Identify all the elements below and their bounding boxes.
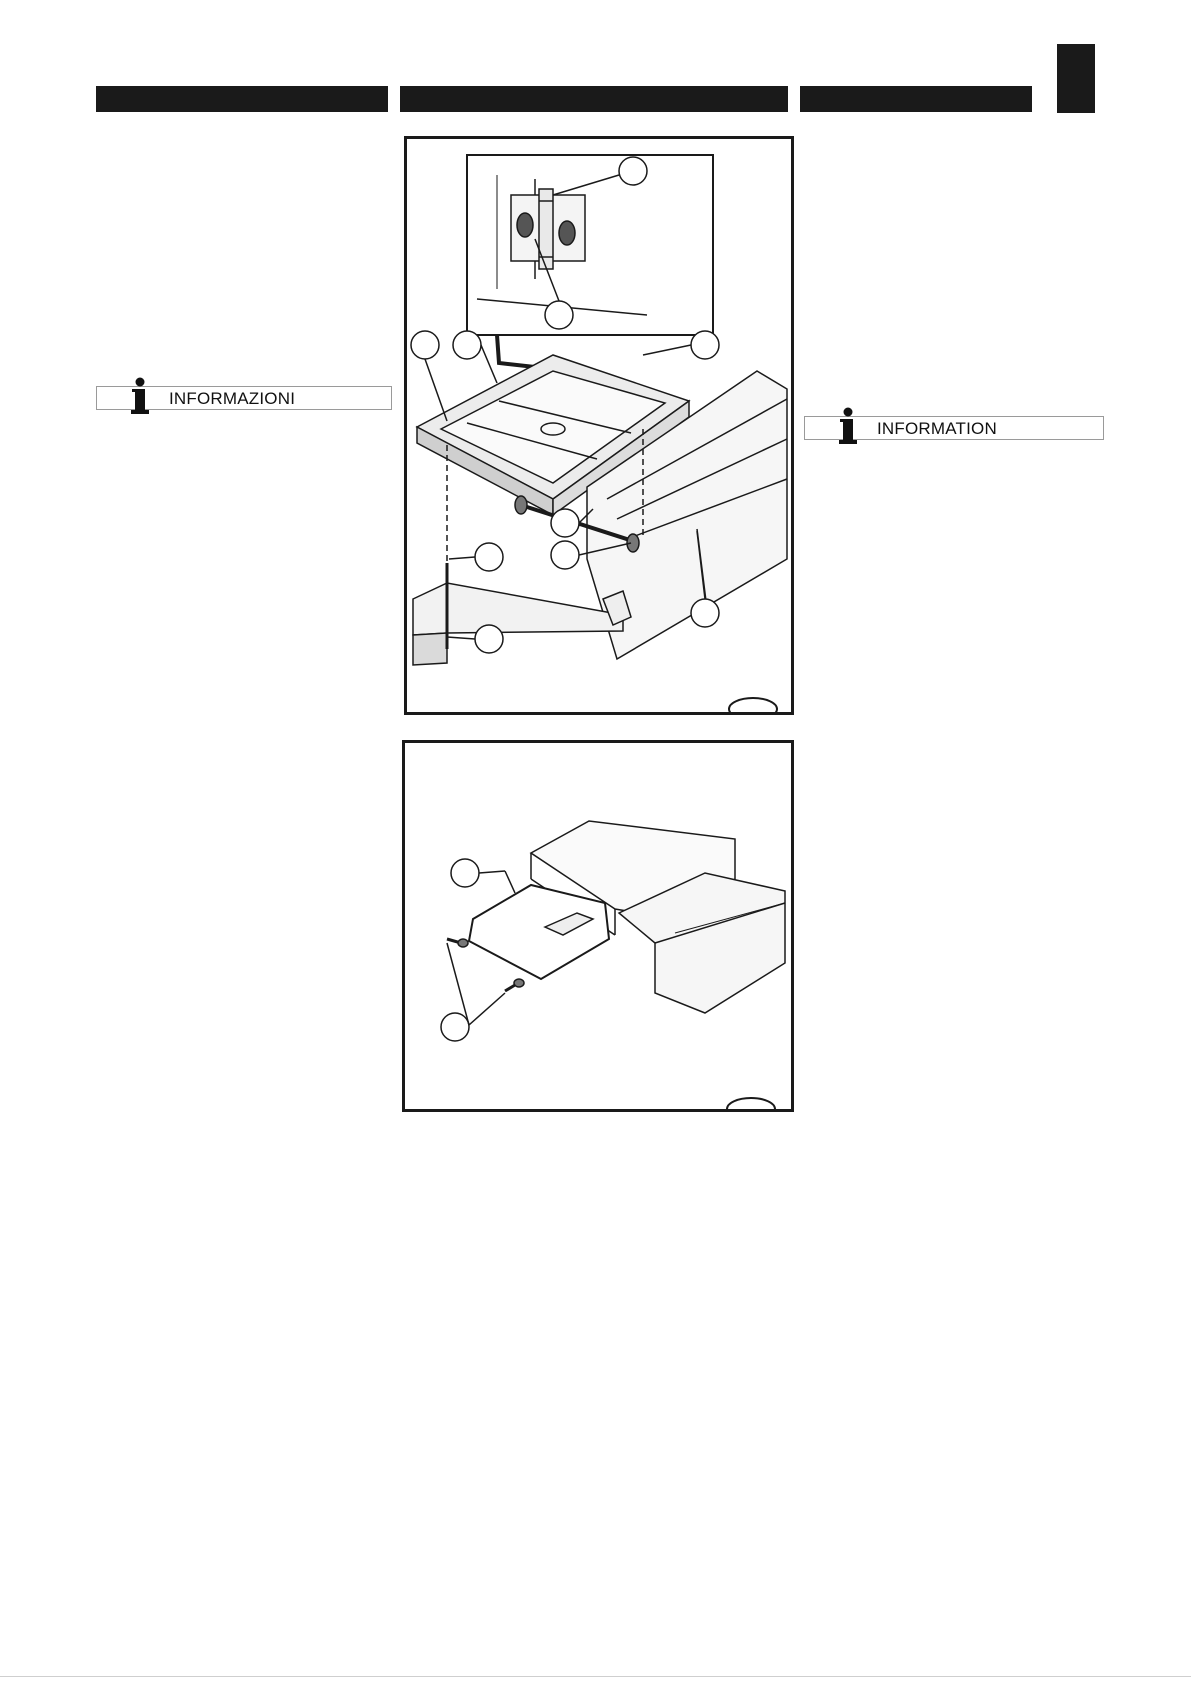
bottom-rule xyxy=(0,1676,1191,1677)
info-icon xyxy=(129,377,151,415)
figure-2-drawing xyxy=(405,743,791,1109)
language-tab xyxy=(1057,44,1095,113)
figure-2 xyxy=(402,740,794,1112)
info-box-english xyxy=(804,416,1104,440)
info-box-italian xyxy=(96,386,392,410)
figure-1-drawing xyxy=(407,139,791,712)
header-bar-right xyxy=(800,86,1032,112)
header-bar-left xyxy=(96,86,388,112)
info-icon xyxy=(837,407,859,445)
figure-1 xyxy=(404,136,794,715)
header-bar-center xyxy=(400,86,788,112)
info-label: INFORMATION xyxy=(877,419,997,438)
info-label: INFORMAZIONI xyxy=(169,389,296,408)
